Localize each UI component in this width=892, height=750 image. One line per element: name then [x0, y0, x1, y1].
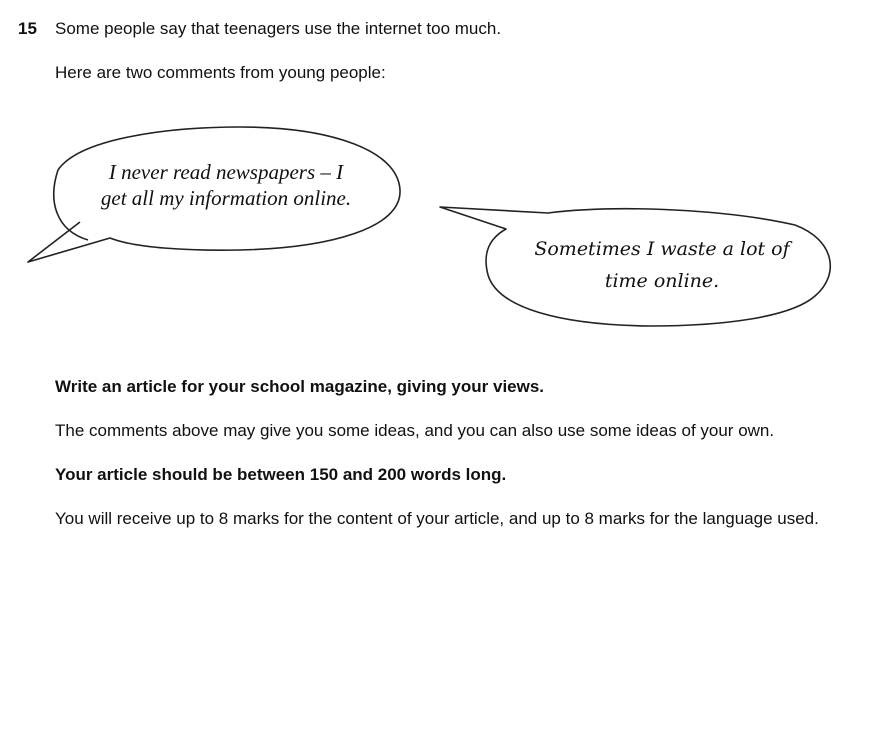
question-intro: Some people say that teenagers use the internet too much. — [55, 19, 502, 38]
ideas-instruction: The comments above may give you some ideas, and you can also use some ideas of your own. — [55, 421, 775, 440]
bubble-left-line1: I never read newspapers – I — [108, 160, 344, 184]
task-instruction: Write an article for your school magazine, giving your views. — [55, 377, 545, 396]
bubble-right-line2: time online. — [604, 270, 720, 292]
bubble-left-text — [66, 159, 386, 211]
length-instruction: Your article should be between 150 and 200 words long. — [55, 465, 507, 484]
bubble-left-line2: get all my information online. — [100, 186, 352, 210]
lead-in-text: Here are two comments from young people: — [55, 63, 386, 82]
bubble-right-line1: Sometimes I waste a lot of — [534, 238, 790, 260]
question-number: 15 — [18, 19, 37, 38]
marks-instruction: You will receive up to 8 marks for the content of your article, and up to 8 marks for the language used. — [55, 509, 819, 528]
bubble-right-text — [502, 233, 822, 297]
